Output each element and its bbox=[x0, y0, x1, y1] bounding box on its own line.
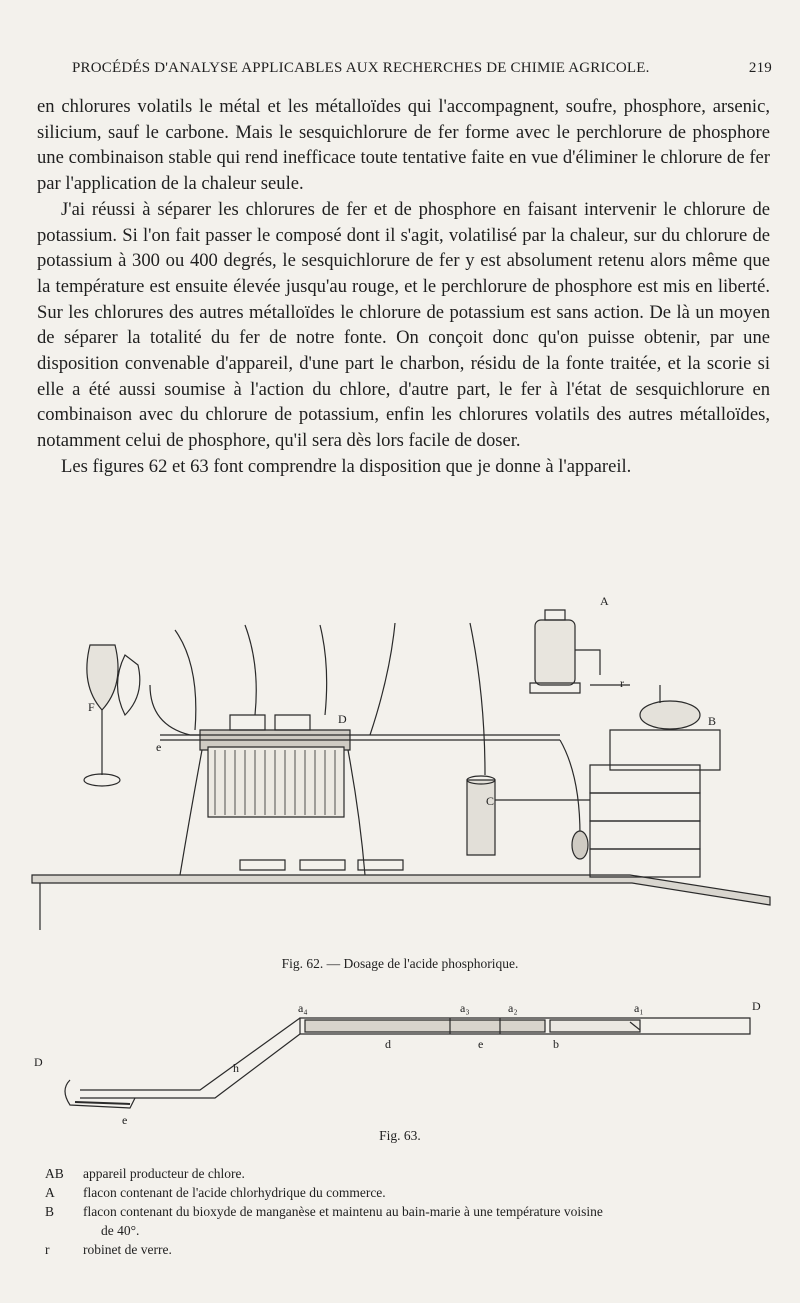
label-a1: a₁ bbox=[634, 1001, 644, 1015]
label-e: e bbox=[156, 740, 162, 754]
legend-key: A bbox=[45, 1185, 55, 1200]
label-a2: a₂ bbox=[508, 1001, 518, 1015]
page-number: 219 bbox=[748, 60, 772, 76]
legend-text: robinet de verre. bbox=[83, 1242, 172, 1257]
label-D-right: D bbox=[752, 999, 761, 1013]
label-a4: a₄ bbox=[298, 1001, 308, 1015]
label-D-left: D bbox=[34, 1055, 43, 1069]
legend-text: appareil producteur de chlore. bbox=[83, 1166, 245, 1181]
paragraph-3: Les figures 62 et 63 font comprendre la disposition que je donne à l'appareil. bbox=[61, 455, 632, 477]
label-e-mid: e bbox=[478, 1037, 484, 1051]
label-h: h bbox=[233, 1061, 239, 1075]
label-e-left: e bbox=[122, 1113, 128, 1127]
figure-63-caption: Fig. 63. bbox=[379, 1128, 421, 1143]
figure-62-labels bbox=[88, 594, 716, 808]
figure-62-caption: Fig. 62. — Dosage de l'acide phosphorique. bbox=[281, 956, 519, 971]
legend-row bbox=[45, 1164, 765, 1183]
label-r: r bbox=[620, 676, 624, 690]
label-A: A bbox=[600, 594, 609, 608]
paragraph-2: J'ai réussi à séparer les chlorures de fer et de phosphore en faisant intervenir le chlorure de potassium. Si l'on fait passer le composé dont il s'agit, volatilisé par la chaleur, sur du chlorure de potassium à 300 ou 400 degrés, le sesquichlorure de fer y est absolument retenu alors même que la température est ensuite élevée jusqu'au rouge, et le perchlorure de phosphore est mis en liberté. Sur les chlorures des autres métalloïdes le chlorure de potassium est sans action. De là un moyen de séparer la totalité du fer de notre fonte. On conçoit donc qu'on puisse obtenir, par une disposition convenable d'appareil, d'une part le charbon, résidu de la fonte traitée, et la scorie si elle a été aussi soumise à l'action du chlore, d'autre part, le fer à l'état de sesquichlorure en combinaison avec du chlorure de potassium, enfin les chlorures volatils des autres métalloïdes, notamment celui de phosphore, qu'il sera dès lors facile de doser. bbox=[37, 198, 770, 452]
paragraph-1: en chlorures volatils le métal et les métalloïdes qui l'accompagnent, soufre, phosphore, arsenic, silicium, sauf le carbone. Mais le sesquichlorure de fer forme avec le perchlorure de phosphore une combinaison stable qui rend inefficace toute tentative faite en vue d'éliminer le chlorure de fer par l'application de la chaleur seule. bbox=[37, 96, 770, 195]
label-D: D bbox=[338, 712, 347, 726]
legend-row bbox=[45, 1183, 765, 1202]
label-d: d bbox=[385, 1037, 391, 1051]
legend-row bbox=[45, 1240, 765, 1259]
running-head-title: PROCÉDÉS D'ANALYSE APPLICABLES AUX RECHERCHES DE CHIMIE AGRICOLE. bbox=[72, 60, 650, 76]
body-text bbox=[37, 94, 770, 480]
legend-text: flacon contenant de l'acide chlorhydrique du commerce. bbox=[83, 1185, 386, 1200]
legend-text: flacon contenant du bioxyde de manganèse et maintenu au bain-marie à une température voisine bbox=[83, 1204, 603, 1219]
label-B: B bbox=[708, 714, 717, 728]
figure-legend bbox=[45, 1164, 765, 1259]
label-b: b bbox=[553, 1037, 559, 1051]
legend-key: B bbox=[45, 1204, 55, 1219]
legend-continuation: de 40°. bbox=[101, 1223, 140, 1238]
legend-row bbox=[45, 1202, 765, 1221]
legend-key: AB bbox=[45, 1166, 64, 1181]
label-a3: a₃ bbox=[460, 1001, 470, 1015]
figure-62-apparatus-illustration bbox=[30, 575, 772, 930]
figure-63-tube-diagram bbox=[30, 990, 772, 1130]
label-C: C bbox=[486, 794, 495, 808]
label-F: F bbox=[88, 700, 95, 714]
legend-key: r bbox=[45, 1242, 50, 1257]
running-head bbox=[72, 60, 772, 77]
